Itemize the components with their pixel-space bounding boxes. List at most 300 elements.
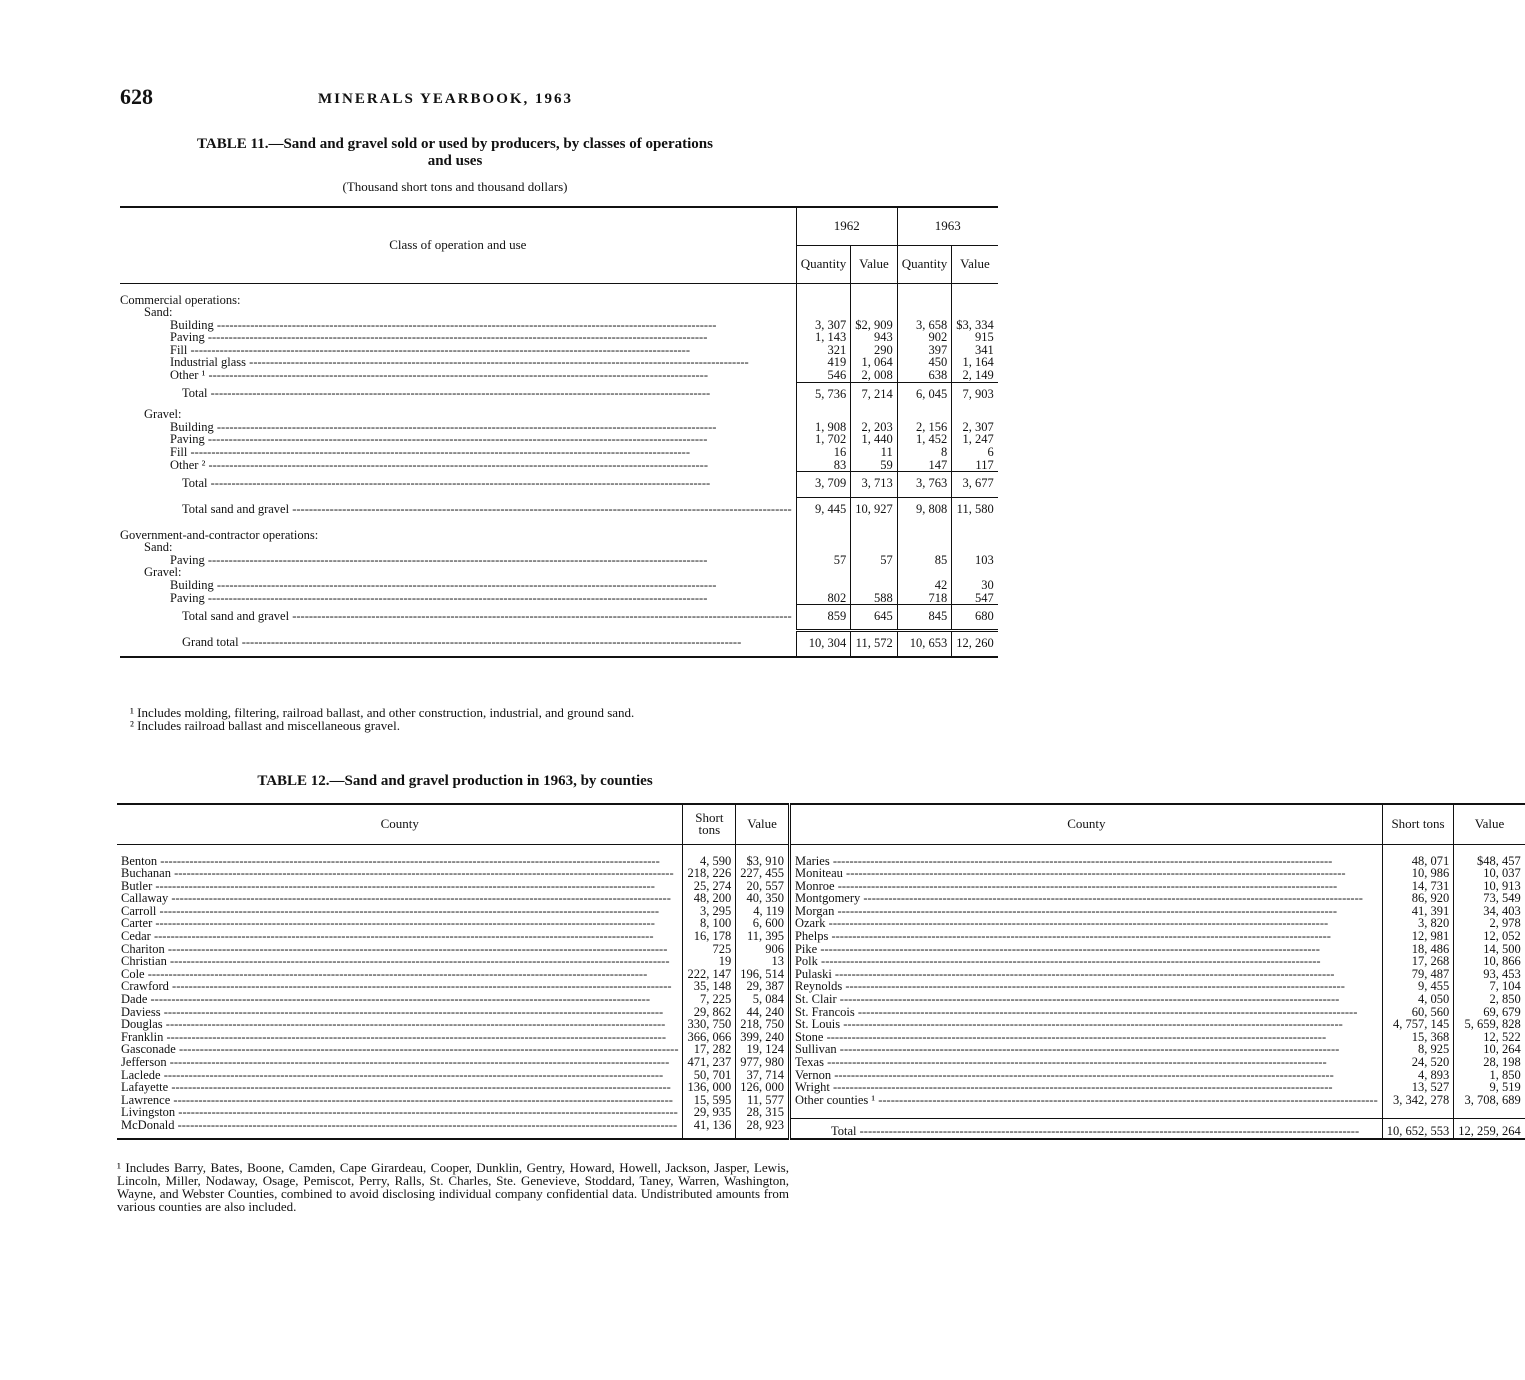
row-label bbox=[120, 592, 796, 605]
county-name-text: Wright ----- bbox=[795, 1080, 1333, 1094]
col-header-value: Value bbox=[736, 804, 790, 844]
cell-value: 845 bbox=[897, 605, 952, 631]
county-name-text: Stone ----- bbox=[795, 1030, 1326, 1044]
cell-value: 3, 658 bbox=[897, 319, 952, 332]
dollar-value: 5, 659, 828 bbox=[1454, 1018, 1525, 1031]
county-name-text: Lafayette ----- bbox=[121, 1080, 671, 1094]
running-title: MINERALS YEARBOOK, 1963 bbox=[318, 91, 574, 107]
cell-value: 3, 763 bbox=[897, 472, 952, 498]
county-name-text: Lawrence ----- bbox=[121, 1093, 673, 1107]
dollar-value: 13 bbox=[736, 955, 790, 968]
col-header-quantity: Quantity bbox=[796, 245, 851, 283]
table11-title-line1: TABLE 11.—Sand and gravel sold or used by producers, by classes of operations bbox=[197, 136, 713, 152]
dollar-value: 10, 913 bbox=[1454, 880, 1525, 893]
dollar-value: 12, 522 bbox=[1454, 1031, 1525, 1044]
cell-value: 1, 702 bbox=[796, 433, 851, 446]
short-tons-value: 17, 282 bbox=[683, 1043, 736, 1056]
col-header-value: Value bbox=[952, 245, 998, 283]
cell-value: 11, 580 bbox=[952, 498, 998, 524]
cell-value: 1, 164 bbox=[952, 356, 998, 369]
short-tons-value: 8, 100 bbox=[683, 917, 736, 930]
dollar-value: 10, 866 bbox=[1454, 955, 1525, 968]
cell-value: 6, 045 bbox=[897, 382, 952, 408]
cell-value: 3, 709 bbox=[796, 472, 851, 498]
dollar-value: 218, 750 bbox=[736, 1018, 790, 1031]
short-tons-value: 4, 590 bbox=[683, 844, 736, 867]
cell-value: 9, 808 bbox=[897, 498, 952, 524]
county-name-text: Gasconade ----- bbox=[121, 1042, 678, 1056]
cell-value: 8 bbox=[897, 446, 952, 459]
cell-value: 1, 440 bbox=[851, 433, 898, 446]
row-label-text: Paving ----- bbox=[170, 330, 707, 344]
table-row bbox=[117, 1119, 1525, 1139]
short-tons-value: 10, 986 bbox=[1382, 867, 1454, 880]
short-tons-value: 3, 820 bbox=[1382, 917, 1454, 930]
row-label bbox=[120, 369, 796, 382]
cell-value: 57 bbox=[851, 554, 898, 567]
table-row bbox=[120, 524, 998, 542]
table-row bbox=[120, 605, 998, 631]
row-label-text: Total ----- bbox=[182, 476, 710, 490]
table12-footnote: ¹ Includes Barry, Bates, Boone, Camden, Cape Girardeau, Cooper, Dunklin, Gentry, Howard, Howell, Jackson, Jasper, Lewis, Lincoln, Miller, Nodaway, Osage, Pemiscot, Perry, Ralls, St. Charles, Ste. Genevieve, Stoddard, Taney, Warren, Washington, Wayne, and Webster Counties, combined to avoid disclosing individual company confidential data. Undistributed amounts from various counties are also included. bbox=[117, 1160, 789, 1214]
short-tons-value: 18, 486 bbox=[1382, 943, 1454, 956]
cell-value bbox=[796, 579, 851, 592]
table-row bbox=[120, 472, 998, 498]
cell-value: 419 bbox=[796, 356, 851, 369]
cell-value: 1, 143 bbox=[796, 331, 851, 344]
county-name-text: Livingston ----- bbox=[121, 1105, 678, 1119]
cell-value: 645 bbox=[851, 605, 898, 631]
county-name bbox=[789, 1094, 1382, 1107]
col-header-1962: 1962 bbox=[796, 207, 897, 245]
county-name-text: Franklin ----- bbox=[121, 1030, 666, 1044]
dollar-value: 73, 549 bbox=[1454, 892, 1525, 905]
short-tons-value: 48, 200 bbox=[683, 892, 736, 905]
short-tons-value: 4, 757, 145 bbox=[1382, 1018, 1454, 1031]
table11-footnote-1: ¹ Includes molding, filtering, railroad ballast, and other construction, industrial, and ground sand. bbox=[130, 705, 635, 720]
cell-value bbox=[851, 408, 898, 421]
short-tons-value: 3, 342, 278 bbox=[1382, 1094, 1454, 1107]
cell-value: 10, 927 bbox=[851, 498, 898, 524]
dollar-value bbox=[1454, 1106, 1525, 1119]
county-name bbox=[117, 1119, 683, 1139]
county-name-text: Douglas ----- bbox=[121, 1017, 665, 1031]
dollar-value: 196, 514 bbox=[736, 968, 790, 981]
row-label bbox=[120, 631, 796, 657]
cell-value bbox=[796, 283, 851, 306]
county-name-text: Ozark ----- bbox=[795, 916, 1328, 930]
cell-value: 1, 064 bbox=[851, 356, 898, 369]
row-label bbox=[120, 524, 796, 542]
table12 bbox=[117, 803, 1521, 1140]
cell-value bbox=[796, 408, 851, 421]
cell-value bbox=[851, 579, 898, 592]
page-number: 628 bbox=[120, 84, 153, 109]
cell-value: 915 bbox=[952, 331, 998, 344]
county-name-text: Cedar ----- bbox=[121, 929, 654, 943]
cell-value bbox=[851, 524, 898, 542]
county-name-text: Pulaski ----- bbox=[795, 967, 1334, 981]
county-name-text: Jefferson ----- bbox=[121, 1055, 669, 1069]
county-name-text: McDonald ----- bbox=[121, 1118, 677, 1132]
dollar-value: 10, 037 bbox=[1454, 867, 1525, 880]
county-name-text: Polk ----- bbox=[795, 954, 1321, 968]
cell-value: 12, 260 bbox=[952, 631, 998, 657]
county-name-text: Morgan ----- bbox=[795, 904, 1337, 918]
row-label-text: Building ----- bbox=[170, 420, 716, 434]
dollar-value: 20, 557 bbox=[736, 880, 790, 893]
county-name-text: Crawford ----- bbox=[121, 979, 672, 993]
county-name-text: Sullivan ----- bbox=[795, 1042, 1339, 1056]
dollar-value: 7, 104 bbox=[1454, 980, 1525, 993]
short-tons-value: 79, 487 bbox=[1382, 968, 1454, 981]
row-label-text: Total sand and gravel ----- bbox=[182, 609, 792, 623]
row-label bbox=[120, 459, 796, 472]
county-name-text: Vernon ----- bbox=[795, 1068, 1334, 1082]
table-row bbox=[120, 382, 998, 408]
row-label bbox=[120, 283, 796, 306]
dollar-value: 28, 315 bbox=[736, 1106, 790, 1119]
col-header-short-tons: Short tons bbox=[683, 804, 736, 844]
dollar-value: 10, 264 bbox=[1454, 1043, 1525, 1056]
dollar-value: 126, 000 bbox=[736, 1081, 790, 1094]
cell-value: 2, 008 bbox=[851, 369, 898, 382]
cell-value: 10, 653 bbox=[897, 631, 952, 657]
cell-value: 83 bbox=[796, 459, 851, 472]
row-label-text: Total sand and gravel ----- bbox=[182, 502, 792, 516]
col-header-1963: 1963 bbox=[897, 207, 998, 245]
cell-value bbox=[952, 541, 998, 554]
row-label-text: Grand total ----- bbox=[182, 635, 741, 649]
table11-title-line2: and uses bbox=[427, 153, 483, 169]
cell-value: 103 bbox=[952, 554, 998, 567]
short-tons-value: 7, 225 bbox=[683, 993, 736, 1006]
cell-value: 680 bbox=[952, 605, 998, 631]
cell-value: 2, 307 bbox=[952, 421, 998, 434]
dollar-value: 28, 923 bbox=[736, 1119, 790, 1139]
county-name-text: Buchanan ----- bbox=[121, 866, 674, 880]
cell-value bbox=[897, 541, 952, 554]
cell-value: 546 bbox=[796, 369, 851, 382]
short-tons-value: 4, 050 bbox=[1382, 993, 1454, 1006]
table12-title: TABLE 12.—Sand and gravel production in 1963, by counties bbox=[257, 773, 653, 789]
table-row bbox=[120, 369, 998, 382]
county-name-text: Christian ----- bbox=[121, 954, 669, 968]
cell-value bbox=[952, 283, 998, 306]
cell-value: 11 bbox=[851, 446, 898, 459]
cell-value: 290 bbox=[851, 344, 898, 357]
table11-title bbox=[118, 136, 792, 170]
cell-value: 59 bbox=[851, 459, 898, 472]
cell-value: $3, 334 bbox=[952, 319, 998, 332]
county-name-text: Monroe ----- bbox=[795, 879, 1337, 893]
short-tons-value: 41, 391 bbox=[1382, 905, 1454, 918]
county-name-text: Carroll ----- bbox=[121, 904, 659, 918]
short-tons-value: 13, 527 bbox=[1382, 1081, 1454, 1094]
cell-value: 341 bbox=[952, 344, 998, 357]
row-label-text: Government-and-contractor operations: bbox=[120, 527, 319, 542]
dollar-value: 227, 455 bbox=[736, 867, 790, 880]
col-header-value: Value bbox=[851, 245, 898, 283]
dollar-value: 3, 708, 689 bbox=[1454, 1094, 1525, 1107]
cell-value: 859 bbox=[796, 605, 851, 631]
county-name-text: Reynolds ----- bbox=[795, 979, 1345, 993]
dollar-value: 69, 679 bbox=[1454, 1006, 1525, 1019]
cell-value bbox=[851, 566, 898, 579]
short-tons-value: 50, 701 bbox=[683, 1069, 736, 1082]
cell-value: 57 bbox=[796, 554, 851, 567]
cell-value bbox=[952, 408, 998, 421]
short-tons-value: 29, 862 bbox=[683, 1006, 736, 1019]
short-tons-value: 12, 981 bbox=[1382, 930, 1454, 943]
cell-value: 1, 908 bbox=[796, 421, 851, 434]
dollar-value: 9, 519 bbox=[1454, 1081, 1525, 1094]
county-name-text: Pike ----- bbox=[795, 942, 1320, 956]
county-name-text: Chariton ----- bbox=[121, 942, 667, 956]
cell-value: 117 bbox=[952, 459, 998, 472]
cell-value: 802 bbox=[796, 592, 851, 605]
table-row bbox=[120, 631, 998, 657]
cell-value: 6 bbox=[952, 446, 998, 459]
row-label-text: Total ----- bbox=[182, 386, 710, 400]
cell-value: 16 bbox=[796, 446, 851, 459]
county-name-text: Laclede ----- bbox=[121, 1068, 663, 1082]
cell-value: 3, 713 bbox=[851, 472, 898, 498]
cell-value: 2, 203 bbox=[851, 421, 898, 434]
table-row bbox=[117, 844, 1525, 867]
row-label bbox=[120, 498, 796, 524]
cell-value bbox=[796, 541, 851, 554]
dollar-value: 906 bbox=[736, 943, 790, 956]
short-tons-value: 222, 147 bbox=[683, 968, 736, 981]
dollar-value: 44, 240 bbox=[736, 1006, 790, 1019]
dollar-value: 11, 577 bbox=[736, 1094, 790, 1107]
short-tons-value: 4, 893 bbox=[1382, 1069, 1454, 1082]
short-tons-value: 86, 920 bbox=[1382, 892, 1454, 905]
county-name-text: Benton ----- bbox=[121, 854, 660, 868]
dollar-value: 11, 395 bbox=[736, 930, 790, 943]
cell-value: 638 bbox=[897, 369, 952, 382]
dollar-value: 1, 850 bbox=[1454, 1069, 1525, 1082]
cell-value: 85 bbox=[897, 554, 952, 567]
table-row bbox=[120, 459, 998, 472]
county-name-text: Maries ----- bbox=[795, 854, 1332, 868]
cell-value: 3, 307 bbox=[796, 319, 851, 332]
col-header-class: Class of operation and use bbox=[120, 207, 796, 283]
row-label-text: Building ----- bbox=[170, 578, 716, 592]
row-label-text: Other ¹ ----- bbox=[170, 368, 708, 382]
short-tons-value: 48, 071 bbox=[1382, 844, 1454, 867]
dollar-value: 977, 980 bbox=[736, 1056, 790, 1069]
table11-body bbox=[120, 283, 998, 657]
dollar-value: 12, 259, 264 bbox=[1454, 1119, 1525, 1139]
row-label-text: Paving ----- bbox=[170, 591, 707, 605]
row-label bbox=[120, 472, 796, 498]
county-name-text: St. Clair ----- bbox=[795, 992, 1339, 1006]
row-label-text: Gravel: bbox=[144, 407, 182, 422]
county-name-text: Dade ----- bbox=[121, 992, 650, 1006]
row-label-text: Fill ----- bbox=[170, 445, 690, 459]
county-name-text: Montgomery ----- bbox=[795, 891, 1363, 905]
county-name-text: Cole ----- bbox=[121, 967, 647, 981]
county-name-text: Phelps ----- bbox=[795, 929, 1331, 943]
cell-value: 902 bbox=[897, 331, 952, 344]
county-name bbox=[789, 1119, 1382, 1139]
short-tons-value: 15, 595 bbox=[683, 1094, 736, 1107]
dollar-value: $3, 910 bbox=[736, 844, 790, 867]
table11 bbox=[120, 206, 994, 658]
table-row bbox=[120, 592, 998, 605]
short-tons-value: 8, 925 bbox=[1382, 1043, 1454, 1056]
short-tons-value: 218, 226 bbox=[683, 867, 736, 880]
dollar-value: 37, 714 bbox=[736, 1069, 790, 1082]
col-header-quantity: Quantity bbox=[897, 245, 952, 283]
county-name bbox=[789, 1106, 1382, 1119]
cell-value: 9, 445 bbox=[796, 498, 851, 524]
cell-value: 2, 156 bbox=[897, 421, 952, 434]
cell-value: 588 bbox=[851, 592, 898, 605]
row-label-text: Industrial glass ----- bbox=[170, 355, 749, 369]
short-tons-value: 366, 066 bbox=[683, 1031, 736, 1044]
county-name-text: Moniteau ----- bbox=[795, 866, 1346, 880]
dollar-value: 14, 500 bbox=[1454, 943, 1525, 956]
cell-value: 450 bbox=[897, 356, 952, 369]
cell-value: 5, 736 bbox=[796, 382, 851, 408]
short-tons-value: 41, 136 bbox=[683, 1119, 736, 1139]
county-name-text: St. Francois ----- bbox=[795, 1005, 1357, 1019]
row-label bbox=[120, 554, 796, 567]
cell-value: 1, 247 bbox=[952, 433, 998, 446]
table-row bbox=[120, 283, 998, 306]
short-tons-value: 136, 000 bbox=[683, 1081, 736, 1094]
dollar-value: 28, 198 bbox=[1454, 1056, 1525, 1069]
cell-value: 2, 149 bbox=[952, 369, 998, 382]
short-tons-value: 471, 237 bbox=[683, 1056, 736, 1069]
short-tons-value: 60, 560 bbox=[1382, 1006, 1454, 1019]
short-tons-value: 330, 750 bbox=[683, 1018, 736, 1031]
cell-value bbox=[796, 306, 851, 319]
cell-value: 547 bbox=[952, 592, 998, 605]
county-name bbox=[117, 844, 683, 867]
table-row bbox=[120, 554, 998, 567]
table-row bbox=[120, 498, 998, 524]
dollar-value: 29, 387 bbox=[736, 980, 790, 993]
cell-value: 10, 304 bbox=[796, 631, 851, 657]
row-label bbox=[120, 382, 796, 408]
row-label-text: Sand: bbox=[144, 305, 173, 320]
county-name bbox=[789, 844, 1382, 867]
county-name-text: Other counties ¹ ----- bbox=[795, 1093, 1378, 1107]
county-name-text: Carter ----- bbox=[121, 916, 655, 930]
cell-value bbox=[897, 524, 952, 542]
short-tons-value: 25, 274 bbox=[683, 880, 736, 893]
table11-footnote-2: ² Includes railroad ballast and miscellaneous gravel. bbox=[130, 718, 400, 733]
cell-value bbox=[897, 283, 952, 306]
dollar-value: 19, 124 bbox=[736, 1043, 790, 1056]
cell-value bbox=[897, 408, 952, 421]
dollar-value: 2, 978 bbox=[1454, 917, 1525, 930]
col-header-county: County bbox=[789, 804, 1382, 844]
dollar-value: 2, 850 bbox=[1454, 993, 1525, 1006]
cell-value: 30 bbox=[952, 579, 998, 592]
dollar-value: 6, 600 bbox=[736, 917, 790, 930]
cell-value bbox=[851, 306, 898, 319]
cell-value: 3, 677 bbox=[952, 472, 998, 498]
cell-value bbox=[952, 524, 998, 542]
dollar-value: 4, 119 bbox=[736, 905, 790, 918]
county-name-text: Callaway ----- bbox=[121, 891, 671, 905]
row-label-text: Sand: bbox=[144, 540, 173, 555]
cell-value: 7, 903 bbox=[952, 382, 998, 408]
cell-value: 1, 452 bbox=[897, 433, 952, 446]
dollar-value: 93, 453 bbox=[1454, 968, 1525, 981]
row-label bbox=[120, 605, 796, 631]
short-tons-value: 35, 148 bbox=[683, 980, 736, 993]
col-header-short-tons: Short tons bbox=[1382, 804, 1454, 844]
cell-value bbox=[897, 306, 952, 319]
row-label-text: Gravel: bbox=[144, 565, 182, 580]
cell-value: 11, 572 bbox=[851, 631, 898, 657]
short-tons-value: 17, 268 bbox=[1382, 955, 1454, 968]
county-name-text: Total ----- bbox=[831, 1124, 1359, 1138]
cell-value: 943 bbox=[851, 331, 898, 344]
short-tons-value: 16, 178 bbox=[683, 930, 736, 943]
row-label-text: Fill ----- bbox=[170, 343, 690, 357]
table12-body bbox=[117, 844, 1525, 1139]
short-tons-value: 15, 368 bbox=[1382, 1031, 1454, 1044]
cell-value bbox=[851, 541, 898, 554]
short-tons-value bbox=[1382, 1106, 1454, 1119]
short-tons-value: 10, 652, 553 bbox=[1382, 1119, 1454, 1139]
cell-value: 718 bbox=[897, 592, 952, 605]
cell-value bbox=[796, 524, 851, 542]
row-label-text: Other ² ----- bbox=[170, 458, 708, 472]
dollar-value: 5, 084 bbox=[736, 993, 790, 1006]
cell-value bbox=[952, 306, 998, 319]
dollar-value: 34, 403 bbox=[1454, 905, 1525, 918]
col-header-value: Value bbox=[1454, 804, 1525, 844]
short-tons-value: 3, 295 bbox=[683, 905, 736, 918]
dollar-value: 399, 240 bbox=[736, 1031, 790, 1044]
cell-value: 7, 214 bbox=[851, 382, 898, 408]
cell-value: 321 bbox=[796, 344, 851, 357]
cell-value: 42 bbox=[897, 579, 952, 592]
dollar-value: 12, 052 bbox=[1454, 930, 1525, 943]
row-label-text: Paving ----- bbox=[170, 553, 707, 567]
county-name-text: Butler ----- bbox=[121, 879, 655, 893]
county-name-text: Texas ----- bbox=[795, 1055, 1327, 1069]
short-tons-value: 725 bbox=[683, 943, 736, 956]
short-tons-value: 14, 731 bbox=[1382, 880, 1454, 893]
short-tons-value: 29, 935 bbox=[683, 1106, 736, 1119]
short-tons-value: 9, 455 bbox=[1382, 980, 1454, 993]
county-name-text: St. Louis ----- bbox=[795, 1017, 1343, 1031]
county-name-text: Daviess ----- bbox=[121, 1005, 663, 1019]
cell-value: $2, 909 bbox=[851, 319, 898, 332]
dollar-value: $48, 457 bbox=[1454, 844, 1525, 867]
table11-subtitle: (Thousand short tons and thousand dollars) bbox=[342, 179, 568, 194]
row-label-text: Commercial operations: bbox=[120, 292, 241, 307]
col-header-county: County bbox=[117, 804, 683, 844]
cell-value bbox=[851, 283, 898, 306]
row-label-text: Paving ----- bbox=[170, 432, 707, 446]
dollar-value: 40, 350 bbox=[736, 892, 790, 905]
short-tons-value: 24, 520 bbox=[1382, 1056, 1454, 1069]
row-label-text: Building ----- bbox=[170, 318, 716, 332]
cell-value: 397 bbox=[897, 344, 952, 357]
short-tons-value: 19 bbox=[683, 955, 736, 968]
cell-value: 147 bbox=[897, 459, 952, 472]
